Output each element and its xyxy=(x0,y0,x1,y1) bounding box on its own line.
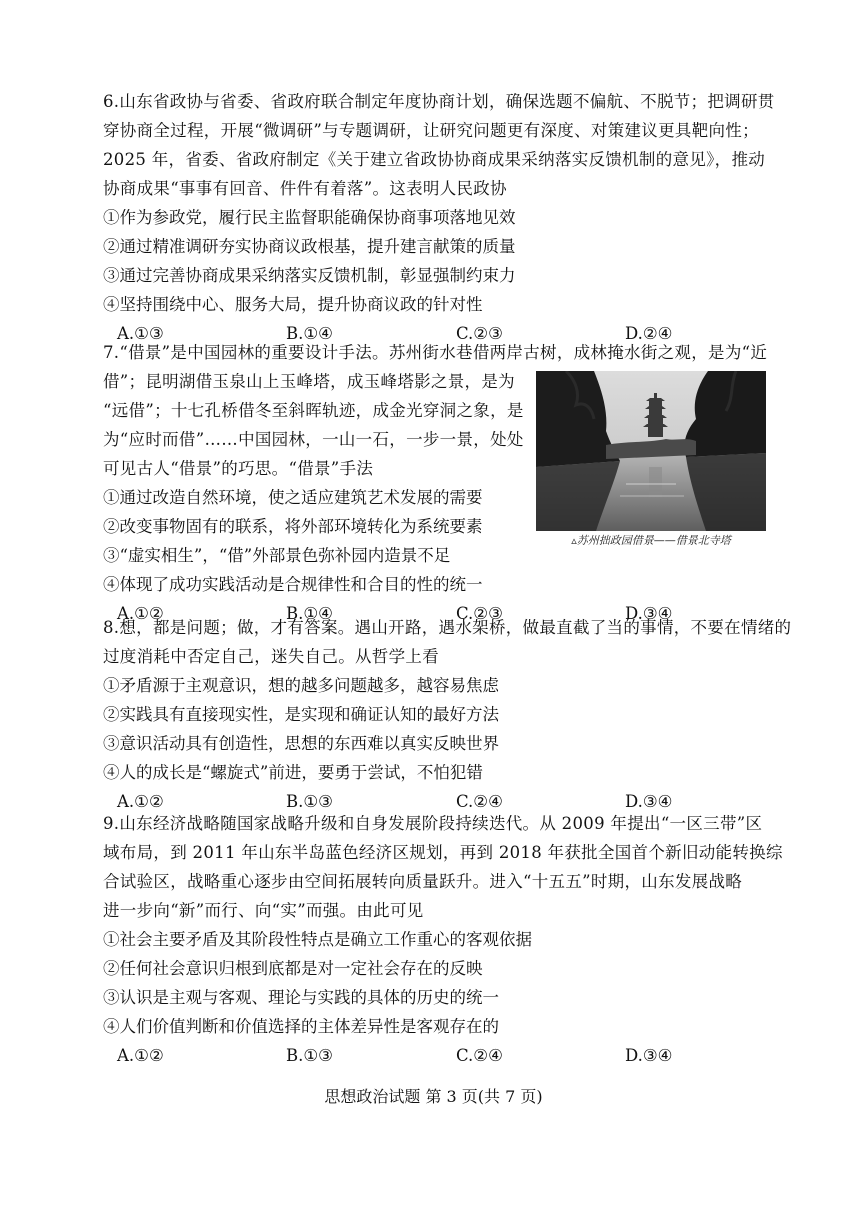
answer-d: D.③④ xyxy=(625,792,673,811)
question-8 xyxy=(103,613,792,816)
question-stem-line: 借”；昆明湖借玉泉山上玉峰塔，成玉峰塔影之景，是为 xyxy=(103,372,515,391)
answer-choices xyxy=(103,1041,767,1070)
question-9 xyxy=(103,809,783,1070)
question-stem-line: 进一步向“新”而行、向“实”而强。由此可见 xyxy=(103,901,424,920)
option-4: ④体现了成功实践活动是合规律性和合目的性的统一 xyxy=(103,575,483,594)
question-stem-line: 协商成果“事事有回音、件件有着落”。这表明人民政协 xyxy=(103,179,507,198)
question-stem-line: 过度消耗中否定自己，迷失自己。从哲学上看 xyxy=(103,647,439,666)
option-4: ④人们价值判断和价值选择的主体差异性是客观存在的 xyxy=(103,1017,499,1036)
option-1: ①通过改造自然环境，使之适应建筑艺术发展的需要 xyxy=(103,488,483,507)
answer-c: C.②④ xyxy=(456,1046,503,1065)
question-stem-line: 8.想，都是问题；做，才有答案。遇山开路，遇水架桥，做最直截了当的事情，不要在情绪的 xyxy=(103,618,792,637)
question-stem-line: 为“应时而借”……中国园林，一山一石，一步一景，处处 xyxy=(103,430,524,449)
option-1: ①矛盾源于主观意识，想的越多问题越多，越容易焦虑 xyxy=(103,676,499,695)
option-3: ③意识活动具有创造性，思想的东西难以真实反映世界 xyxy=(103,734,499,753)
photo-caption: ▵苏州拙政园借景——借景北寺塔 xyxy=(571,534,731,547)
question-stem-line: “远借”；十七孔桥借冬至斜晖轨迹，成金光穿洞之象，是 xyxy=(103,401,524,420)
answer-b: B.①③ xyxy=(286,1046,333,1065)
option-3: ③“虚实相生”，“借”外部景色弥补园内造景不足 xyxy=(103,546,451,565)
answer-b: B.①④ xyxy=(286,604,333,623)
option-2: ②实践具有直接现实性，是实现和确证认知的最好方法 xyxy=(103,705,499,724)
option-3: ③通过完善协商成果采纳落实反馈机制，彰显强制约束力 xyxy=(103,266,516,285)
answer-c: C.②④ xyxy=(456,792,503,811)
option-4: ④坚持围绕中心、服务大局，提升协商议政的针对性 xyxy=(103,295,483,314)
option-1: ①作为参政党，履行民主监督职能确保协商事项落地见效 xyxy=(103,208,516,227)
question-stem-line: 可见古人“借景”的巧思。“借景”手法 xyxy=(103,459,374,478)
question-6 xyxy=(103,87,775,348)
question-stem-line: 9.山东经济战略随国家战略升级和自身发展阶段持续迭代。从 2009 年提出“一区三带”区 xyxy=(103,814,763,833)
question-stem-line: 域布局，到 2011 年山东半岛蓝色经济区规划，再到 2018 年获批全国首个新旧动能转换综 xyxy=(103,843,783,862)
garden-pagoda-photo xyxy=(536,371,766,531)
question-stem-line: 2025 年，省委、省政府制定《关于建立省政协协商成果采纳落实反馈机制的意见》，推动 xyxy=(103,150,766,169)
answer-a: A.①② xyxy=(117,792,164,811)
answer-d: D.③④ xyxy=(625,604,673,623)
option-1: ①社会主要矛盾及其阶段性特点是确立工作重心的客观依据 xyxy=(103,930,532,949)
question-stem-line: 6.山东省政协与省委、省政府联合制定年度协商计划，确保选题不偏航、不脱节；把调研贯 xyxy=(103,92,775,111)
option-2: ②任何社会意识归根到底都是对一定社会存在的反映 xyxy=(103,959,483,978)
question-stem-line: 穿协商全过程，开展“微调研”与专题调研，让研究问题更有深度、对策建议更具靶向性； xyxy=(103,121,759,140)
answer-b: B.①③ xyxy=(286,792,333,811)
option-2: ②通过精准调研夯实协商议政根基，提升建言献策的质量 xyxy=(103,237,516,256)
answer-d: D.②④ xyxy=(625,324,673,343)
page-footer: 思想政治试题 第 3 页(共 7 页) xyxy=(324,1087,543,1106)
option-4: ④人的成长是“螺旋式”前进，要勇于尝试，不怕犯错 xyxy=(103,763,483,782)
answer-a: A.①② xyxy=(117,604,164,623)
option-3: ③认识是主观与客观、理论与实践的具体的历史的统一 xyxy=(103,988,499,1007)
answer-d: D.③④ xyxy=(625,1046,673,1065)
question-stem-line: 合试验区，战略重心逐步由空间拓展转向质量跃升。进入“十五五”时期，山东发展战略 xyxy=(103,872,743,891)
answer-b: B.①④ xyxy=(286,324,333,343)
answer-a: A.①③ xyxy=(117,324,164,343)
answer-c: C.②③ xyxy=(456,324,503,343)
answer-a: A.①② xyxy=(117,1046,164,1065)
answer-c: C.②③ xyxy=(456,604,503,623)
question-stem-line: 7.“借景”是中国园林的重要设计手法。苏州街水巷借两岸古树，成林掩水街之观，是为“近 xyxy=(103,343,768,362)
option-2: ②改变事物固有的联系，将外部环境转化为系统要素 xyxy=(103,517,483,536)
